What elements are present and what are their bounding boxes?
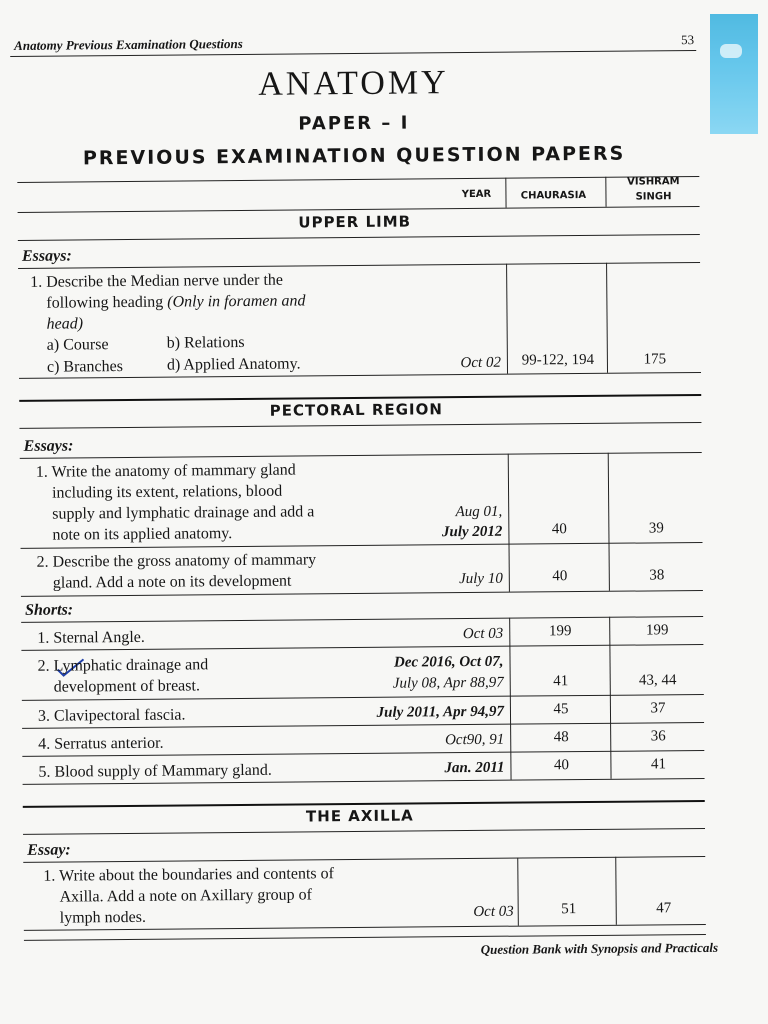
group-label-essays: Essays: [23,437,74,455]
exam-year: July 2012 [441,523,503,541]
col-divider [615,857,617,925]
col-divider [517,858,519,926]
page-edge-tab [710,14,758,134]
vishram-page: 41 [650,756,667,773]
chaurasia-page: 40 [551,521,567,538]
group-label-essay: Essay: [27,841,71,859]
question-text: 1. Write about the boundaries and contents of [43,865,334,885]
question-text: Axilla. Add a note on Axillary group of [59,886,313,906]
chaurasia-page: 41 [553,673,569,690]
row-rule [23,856,705,863]
exam-year: July 10 [459,570,503,588]
vishram-page: 43, 44 [638,672,677,689]
section-title-upper-limb: UPPER LIMB [298,212,412,232]
row-rule [18,262,700,269]
exam-year: Oct 03 [473,903,514,920]
col-vishram-2: SINGH [635,191,672,203]
vishram-page: 39 [648,520,664,537]
running-head-text: Anatomy Previous Examination Questions [14,35,243,53]
col-divider [509,618,511,780]
chaurasia-page: 40 [553,757,570,774]
col-divider [609,617,611,779]
chaurasia-page: 51 [561,901,577,918]
question-text: lymph nodes. [59,908,147,927]
col-vishram-1: VISHRAM [627,176,680,188]
question-subpart: c) Branches [46,358,123,376]
col-divider [505,178,506,208]
short-question: 5. Blood supply of Mammary gland. [38,761,272,781]
exam-year: Aug 01, [455,503,503,521]
question-text [46,290,305,313]
col-divider [506,264,508,374]
chaurasia-page: 45 [553,701,569,718]
page-title: ANATOMY [258,64,449,103]
question-text: 1. Write the anatomy of mammary gland [35,461,296,481]
vishram-page: 36 [650,728,666,745]
exam-year: Dec 2016, Oct 07, [393,653,504,671]
question-subpart: d) Applied Anatomy. [166,355,301,374]
exam-year: July 2011, Apr 94,97 [376,703,505,721]
col-chaurasia: CHAURASIA [520,189,587,202]
question-text: 1. Describe the Median nerve under the [30,271,284,291]
exam-year: Oct 03 [462,625,504,643]
chaurasia-page: 40 [552,568,568,585]
question-text: gland. Add a note on its development [52,572,292,592]
exam-year: Oct90, 91 [444,731,505,749]
exam-year: July 08, Apr 88,97 [392,674,504,692]
col-divider [606,263,608,373]
exam-year: Jan. 2011 [444,759,505,777]
page-subtitle: PREVIOUS EXAMINATION QUESTION PAPERS [82,142,626,170]
question-text: note on its applied anatomy. [52,525,233,544]
vishram-page: 37 [650,700,666,717]
short-question: 4. Serratus anterior. [38,734,164,753]
group-label-shorts: Shorts: [24,601,74,619]
question-text: 2. Describe the gross anatomy of mammary [36,551,317,571]
vishram-page: 175 [643,351,667,368]
section-rule [19,422,701,429]
vishram-page: 47 [656,900,672,917]
section-title-pectoral-region: PECTORAL REGION [269,400,443,420]
short-question: 3. Clavipectoral fascia. [37,706,186,725]
book-page [10,24,718,990]
col-year: YEAR [461,188,492,201]
page-footer: Question Bank with Synopsis and Practicals [480,939,719,957]
chaurasia-page: 199 [548,623,572,640]
question-text: including its extent, relations, blood [51,482,283,502]
question-text: head) [46,315,84,333]
question-text: supply and lymphatic drainage and add a [52,503,315,523]
question-text-italic: (Only in foramen and [167,292,306,311]
short-question: 1. Sternal Angle. [37,628,145,647]
row-rule [20,452,702,459]
question-subpart: b) Relations [166,333,245,352]
question-subpart: a) Course [46,336,109,354]
exam-year: Oct 02 [460,354,501,372]
chaurasia-page: 99-122, 194 [521,351,595,369]
short-question: 2. Lymphatic drainage and [37,656,209,675]
section-rule [18,234,700,241]
page-number: 53 [681,32,695,48]
section-rule [23,828,705,835]
table-top-rule [17,176,699,183]
chaurasia-page: 48 [553,729,569,746]
section-title-axilla: THE AXILLA [305,806,414,826]
vishram-page: 38 [649,567,665,584]
question-text-part: following heading [46,293,168,312]
short-question: development of breast. [53,677,200,696]
group-label-essays: Essays: [21,247,72,265]
paper-heading: PAPER – I [298,112,410,135]
vishram-page: 199 [645,622,669,639]
